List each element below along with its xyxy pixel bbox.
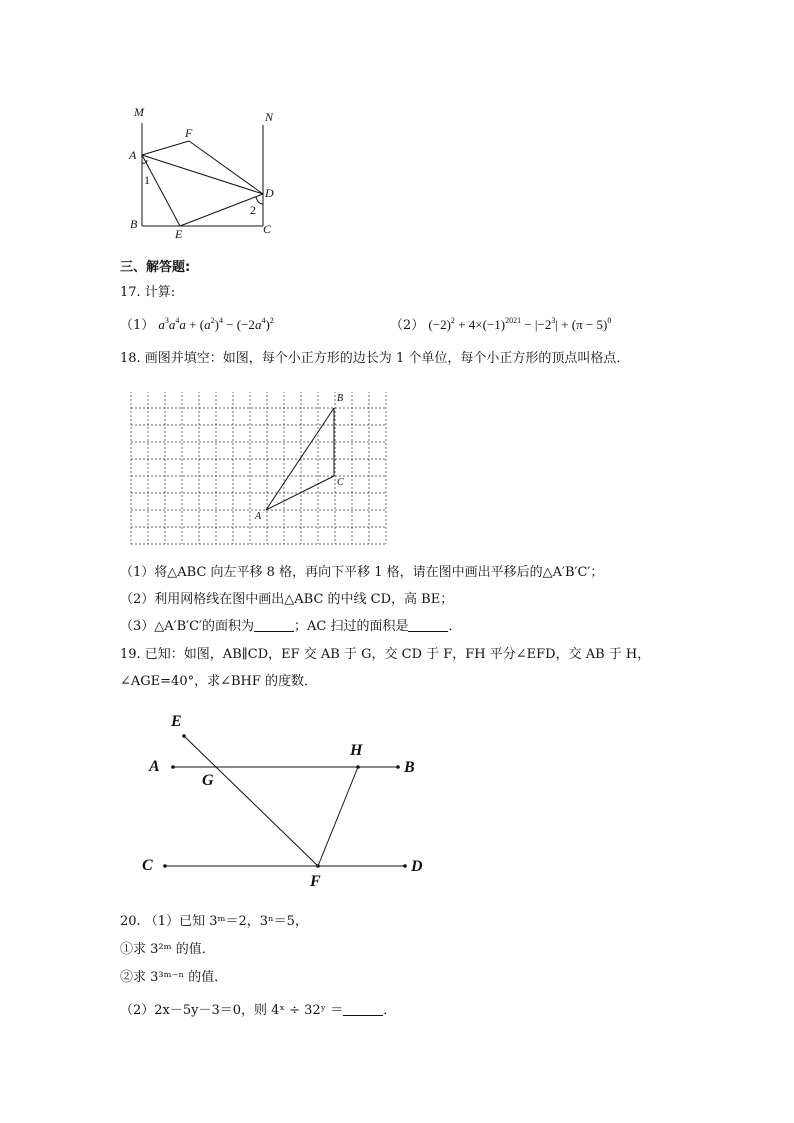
angle-2-arc <box>256 197 263 204</box>
label-B: B <box>130 217 138 231</box>
q17-p1-num: （1） <box>120 318 155 333</box>
q20-part2 <box>120 1002 396 1020</box>
q18-part2: （2）利用网格线在图中画出△ABC 的中线 CD，高 BE； <box>120 592 454 607</box>
point-E <box>182 734 186 738</box>
fig19-label-D: D <box>411 858 423 875</box>
q17-part2 <box>390 316 611 335</box>
q19-line1: 19. 已知：如图，AB∥CD，EF 交 AB 于 G，交 CD 于 F，FH 平分∠EFD，交 AB 于 H， <box>120 647 651 662</box>
point-H <box>356 765 360 769</box>
q18-part3 <box>120 618 462 636</box>
grid-label-C: C <box>337 477 344 488</box>
point-A <box>171 765 175 769</box>
fig19-label-G: G <box>202 772 214 789</box>
point-D <box>403 864 407 868</box>
q20-sub1: ①求 3²ᵐ 的值． <box>120 942 215 957</box>
q20-p2-text-b: ． <box>383 1003 397 1018</box>
q17-p2-num: （2） <box>390 318 425 333</box>
label-angle-2: 2 <box>250 203 256 217</box>
q17-part1 <box>120 316 274 335</box>
point-C <box>163 864 167 868</box>
label-N: N <box>265 110 274 124</box>
q18-p3-text-c: ． <box>448 619 462 634</box>
label-D: D <box>265 186 274 200</box>
label-E: E <box>175 227 183 241</box>
q18-grid-figure <box>130 392 388 548</box>
q18-part1: （1）将△ABC 向左平移 8 格，再向下平移 1 格，请在图中画出平移后的△A′B′C′； <box>120 565 604 580</box>
fig19-label-C: C <box>142 857 153 874</box>
fig19-label-E: E <box>171 713 182 730</box>
q18-p3-text-b: ；AC 扫过的面积是 <box>294 619 409 634</box>
q20-p2-text-a: （2）2x－5y－3＝0，则 4ˣ ÷ 32ʸ ＝ <box>120 1003 344 1018</box>
point-F <box>316 864 320 868</box>
label-angle-1: 1 <box>144 173 150 187</box>
label-A: A <box>129 148 137 162</box>
point-B <box>396 765 400 769</box>
fig19-label-B: B <box>404 759 415 776</box>
label-C: C <box>263 222 272 236</box>
line-AF <box>142 141 189 155</box>
grid-label-A: A <box>255 511 262 522</box>
fig19-label-A: A <box>149 758 160 775</box>
q20-line1: 20. （1）已知 3ᵐ＝2，3ⁿ＝5， <box>120 914 308 929</box>
q17-title: 17. 计算: <box>120 285 176 300</box>
line-FH <box>318 767 358 866</box>
q18-intro: 18. 画图并填空：如图，每个小正方形的边长为 1 个单位，每个小正方形的顶点叫格点． <box>120 351 630 366</box>
line-EF <box>184 736 318 866</box>
label-M: M <box>134 105 144 119</box>
section-heading: 三、解答题: <box>120 260 191 275</box>
line-FD <box>189 141 263 194</box>
q19-figure <box>140 710 440 900</box>
q17-p2-expr: $(-2)^2 + 4\times(-1)^{2021} - |-2^3| + (\pi - 5)^0$ <box>428 316 612 332</box>
answer-blank-swept-area[interactable] <box>408 619 448 632</box>
answer-blank-q20[interactable] <box>343 1003 383 1016</box>
q18-p3-text-a: （3）△A′B′C′的面积为 <box>120 619 255 634</box>
answer-blank-area[interactable] <box>254 619 294 632</box>
label-F: F <box>185 126 193 140</box>
fig19-label-F: F <box>310 873 321 890</box>
q20-sub2: ②求 3³ᵐ⁻ⁿ 的值． <box>120 970 228 985</box>
fig19-label-H: H <box>350 742 363 759</box>
q19-line2: ∠AGE=40°，求∠BHF 的度数． <box>120 674 318 689</box>
q17-p1-expr: $a^3a^4a + (a^2)^4 - (-2a^4)^2$ <box>158 316 274 332</box>
grid-label-B: B <box>337 393 344 404</box>
